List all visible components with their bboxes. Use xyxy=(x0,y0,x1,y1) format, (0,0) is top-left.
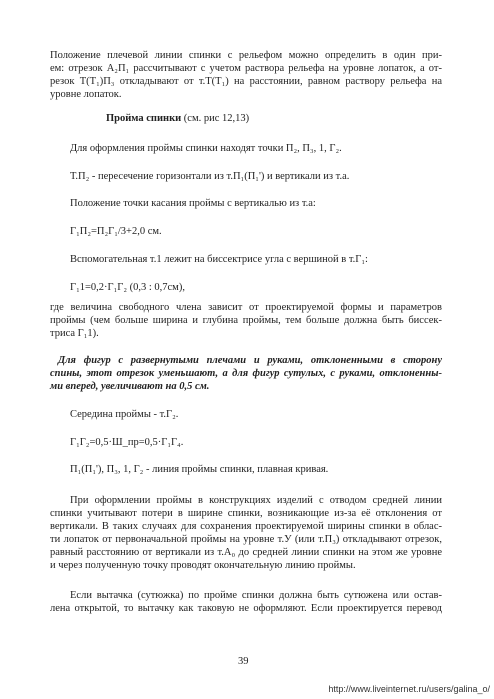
formula-line: Г₁Г₂=0,5·Ш_пр=0,5·Г₁Г₄. xyxy=(70,437,184,448)
paragraph-line: Если вытачка (сутюжка) по пройме спинки должна быть сутюжена или остав- xyxy=(70,590,442,601)
paragraph-line: где величина свободного члена зависит от проектируемой формы и параметров xyxy=(50,302,442,313)
paragraph-line: Для оформления проймы спинки находят точки П₂, П₃, 1, Г₂. xyxy=(70,143,342,154)
paragraph-line: ем: отрезок А₂П₁ рассчитывают с учетом раствора рельефа на уровне лопаток, а от- xyxy=(50,63,442,74)
paragraph-line: проймы (чем больше ширина и глубина проймы, тем больше должна быть биссек- xyxy=(50,315,442,326)
paragraph-line: Т.П₂ - пересечение горизонтали из т.П₁(П₁') и вертикали из т.а. xyxy=(70,171,350,182)
paragraph-line: спинки учитывают потери в ширине спинки, возникающие из-за её отклонения от xyxy=(50,508,442,519)
formula-line: Г₁П₂=П₂Г₁/3+2,0 см. xyxy=(70,226,162,237)
emphasis-line: ми вперед, увеличивают на 0,5 см. xyxy=(50,381,210,392)
paragraph-line: резок Т(Т₁)П₃ откладывают от т.Т(Т₁) на расстоянии, равном раствору рельефа на xyxy=(50,76,442,87)
paragraph-line: ти лопаток от первоначальной проймы на уровне т.У (или т.П₃) откладывают отрезок, xyxy=(50,534,442,545)
formula-line: Г₁1=0,2·Г₁Г₂ (0,3 : 0,7см), xyxy=(70,282,185,293)
paragraph-line: П₁(П₁'), П₃, 1, Г₂ - линия проймы спинки, плавная кривая. xyxy=(70,464,329,475)
paragraph-line: уровне лопаток. xyxy=(50,89,122,100)
emphasis-line: спины, этот отрезок уменьшают, а для фигур сутулых, с руками, отклоненны- xyxy=(50,368,442,379)
section-heading-ref: (см. рис 12,13) xyxy=(181,113,250,124)
paragraph-line: лена открытой, то вытачку как таковую не оформляют. Если проектируется перевод xyxy=(50,603,442,614)
emphasis-line: Для фигур с развернутыми плечами и руками, отклоненными в сторону xyxy=(58,355,442,366)
page-number: 39 xyxy=(238,656,249,667)
paragraph-line: равный расстоянию от вертикали из т.А₀ до средней линии спинки на этом же уровне xyxy=(50,547,442,558)
paragraph-line: Положение точки касания проймы с вертикалью из т.а: xyxy=(70,198,316,209)
paragraph-line: и через полученную точку проводят окончательную линию проймы. xyxy=(50,560,356,571)
paragraph-line: При оформлении проймы в конструкциях изделий с отводом средней линии xyxy=(70,495,442,506)
paragraph-line: Середина проймы - т.Г₂. xyxy=(70,409,179,420)
paragraph-line: триса Г₁1). xyxy=(50,328,99,339)
section-heading-title: Пройма спинки xyxy=(106,113,182,124)
section-heading xyxy=(106,112,249,125)
source-url: http://www.liveinternet.ru/users/galina_o/ xyxy=(328,684,490,694)
paragraph-line: вертикали. В таких случаях для сохранения проектируемой ширины спинки в облас- xyxy=(50,521,442,532)
paragraph-line: Положение плечевой линии спинки с рельефом можно определить в один при- xyxy=(50,50,442,61)
paragraph-line: Вспомогательная т.1 лежит на биссектрисе угла с вершиной в т.Г₁: xyxy=(70,254,368,265)
